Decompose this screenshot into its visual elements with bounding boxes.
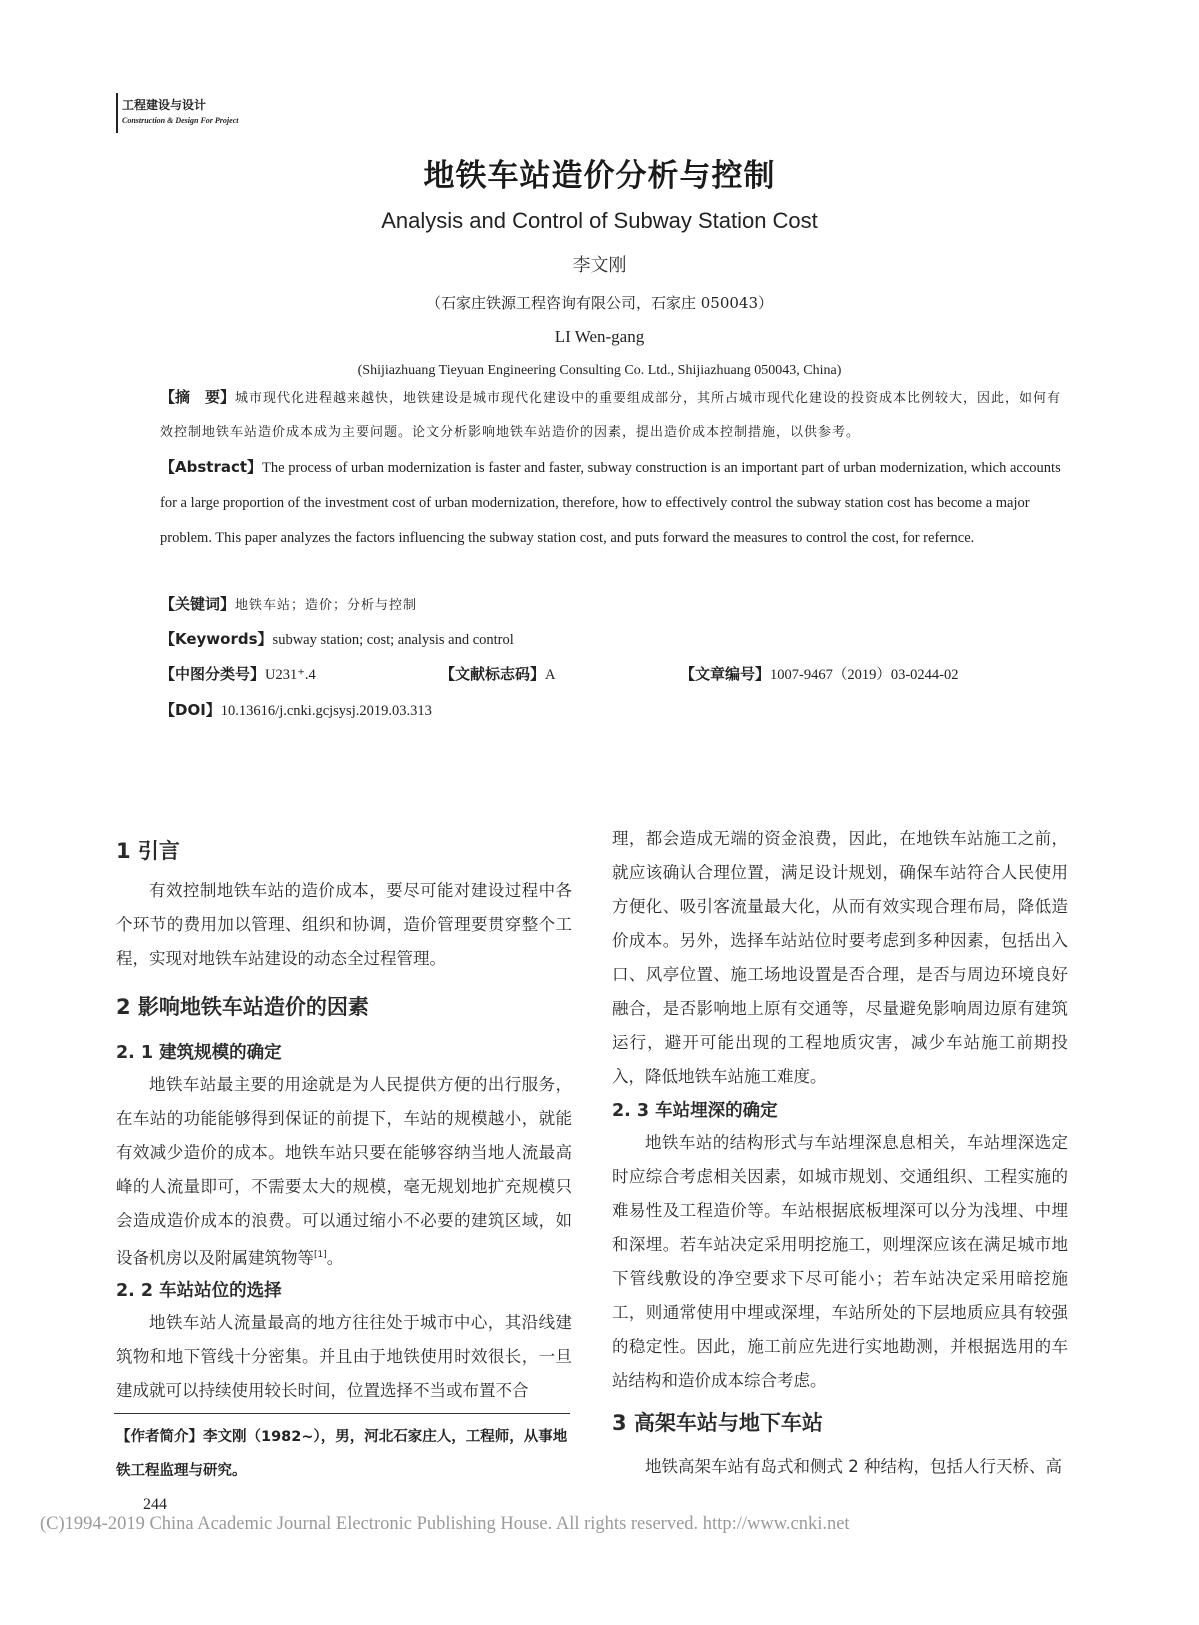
classification	[160, 657, 460, 693]
section-2-1-body	[116, 1068, 572, 1276]
citation: [1]	[314, 1250, 327, 1260]
paragraph-end: 。	[326, 1248, 344, 1268]
affiliation-en: (Shijiazhuang Tieyuan Engineering Consulting Co. Ltd., Shijiazhuang 050043, China)	[357, 363, 842, 378]
keywords-en-text: subway station; cost; analysis and control	[272, 632, 514, 648]
journal-name-en: Construction & Design For Project	[122, 116, 239, 125]
doi-label: 【DOI】	[160, 701, 221, 719]
abstract-cn-text: 城市现代化进程越来越快，地铁建设是城市现代化建设中的重要组成部分，其所占城市现代化建设的投资成本比例较大，因此，如何有效控制地铁车站造价成本成为主要问题。论文分析影响地铁车站造价的因素，提出造价成本控制措施，以供参考。	[160, 391, 1062, 440]
abstract-en	[160, 450, 1070, 556]
classification-label: 【中图分类号】	[160, 665, 266, 683]
document-code-value: A	[545, 667, 556, 683]
section-1-body	[116, 874, 572, 976]
keywords-cn-text: 地铁车站；造价；分析与控制	[235, 598, 418, 613]
abstract-en-label: 【Abstract】	[160, 458, 263, 476]
author-name-en: LI Wen-gang	[554, 327, 645, 346]
doi-value: 10.13616/j.cnki.gcjsysj.2019.03.313	[220, 703, 432, 719]
paragraph-text: 地铁车站最主要的用途就是为人民提供方便的出行服务，在车站的功能能够得到保证的前提下，车站的规模越小，就能有效减少造价的成本。地铁车站只要在能够容纳当地人流最高峰的人流量即可，不需要太大的规模，毫无规划地扩充规模只会造成造价成本的浪费。可以通过缩小不必要的建筑区域，如设备机房以及附属建筑物等	[116, 1075, 572, 1268]
abstract-cn-label: 【摘 要】	[160, 388, 236, 406]
author-note-label: 【作者简介】	[116, 1429, 203, 1445]
section-3-heading: 3 高架车站与地下车站	[612, 1411, 823, 1435]
doi	[160, 693, 1070, 729]
section-1-heading: 1 引言	[116, 839, 180, 863]
section-2-2-body	[116, 1306, 572, 1408]
paragraph: 地铁车站人流量最高的地方往往处于城市中心，其沿线建筑物和地下管线十分密集。并且由于地铁使用时效很长，一旦建成就可以持续使用较长时间，位置选择不当或布置不合	[116, 1313, 572, 1400]
paragraph	[116, 1068, 572, 1276]
section-2-2-heading: 2. 2 车站站位的选择	[116, 1281, 282, 1301]
paragraph: 有效控制地铁车站的造价成本，要尽可能对建设过程中各个环节的费用加以管理、组织和协调，造价管理要贯穿整个工程，实现对地铁车站建设的动态全过程管理。	[116, 881, 572, 968]
classification-value: U231⁺.4	[265, 667, 316, 683]
copyright-notice: (C)1994-2019 China Academic Journal Electronic Publishing House. All rights reserved. http://www.cnki.net	[40, 1514, 850, 1534]
header-rule	[116, 93, 118, 133]
keywords-en-label: 【Keywords】	[160, 630, 273, 648]
article-number	[680, 657, 1060, 693]
keywords-cn-label: 【关键词】	[160, 595, 236, 613]
page-number: 244	[143, 1496, 167, 1513]
section-2-heading: 2 影响地铁车站造价的因素	[116, 995, 369, 1019]
keywords-en	[160, 622, 1070, 658]
journal-name-cn: 工程建设与设计	[122, 98, 207, 112]
document-code-label: 【文献标志码】	[440, 665, 546, 683]
author-note	[116, 1420, 576, 1488]
abstract-en-text: The process of urban modernization is faster and faster, subway construction is an important part of urban modernization, which accounts for a large proportion of the investment cost of urban modernization, therefore, how to effectively control the subway station cost has become a major problem. This paper analyzes the factors influencing the subway station cost, and puts forward the measures to control the cost, for refernce.	[160, 460, 1061, 546]
paragraph: 理，都会造成无端的资金浪费，因此，在地铁车站施工之前，就应该确认合理位置，满足设计规划，确保车站符合人民使用方便化、吸引客流量最大化，从而有效实现合理布局，降低造价成本。另外，选择车站站位时要考虑到多种因素，包括出入口、风亭位置、施工场地设置是否合理，是否与周边环境良好融合，是否影响地上原有交通等，尽量避免影响周边原有建筑运行，避开可能出现的工程地质灾害，减少车站施工前期投入，降低地铁车站施工难度。	[612, 829, 1068, 1086]
paper-title-en: Analysis and Control of Subway Station Cost	[381, 208, 818, 233]
affiliation-cn: （石家庄铁源工程咨询有限公司，石家庄 050043）	[425, 294, 774, 312]
abstract-cn	[160, 380, 1070, 450]
section-2-3-body	[612, 1126, 1068, 1398]
paper-title-cn: 地铁车站造价分析与控制	[423, 158, 776, 194]
article-number-value: 1007-9467（2019）03-0244-02	[770, 667, 959, 683]
author-note-text: 李文刚（1982~），男，河北石家庄人，工程师，从事地铁工程监理与研究。	[116, 1429, 568, 1479]
section-2-2-body-cont	[612, 822, 1068, 1094]
section-2-1-heading: 2. 1 建筑规模的确定	[116, 1043, 282, 1063]
footnote-rule	[114, 1413, 570, 1414]
paragraph: 地铁车站的结构形式与车站埋深息息相关，车站埋深选定时应综合考虑相关因素，如城市规划、交通组织、工程实施的难易性及工程造价等。车站根据底板埋深可以分为浅埋、中埋和深埋。若车站决定采用明挖施工，则埋深应该在满足城市地下管线敷设的净空要求下尽可能小；若车站决定采用暗挖施工，则通常使用中埋或深埋，车站所处的下层地质应具有较强的稳定性。因此，施工前应先进行实地勘测，并根据选用的车站结构和造价成本综合考虑。	[612, 1133, 1068, 1390]
author-name-cn: 李文刚	[572, 255, 627, 276]
section-2-3-heading: 2. 3 车站埋深的确定	[612, 1101, 778, 1121]
section-3-body	[612, 1450, 1068, 1484]
article-number-label: 【文章编号】	[680, 665, 771, 683]
paragraph: 地铁高架车站有岛式和侧式 2 种结构，包括人行天桥、高	[645, 1457, 1062, 1476]
document-code	[440, 657, 660, 693]
keywords-cn	[160, 587, 1070, 623]
